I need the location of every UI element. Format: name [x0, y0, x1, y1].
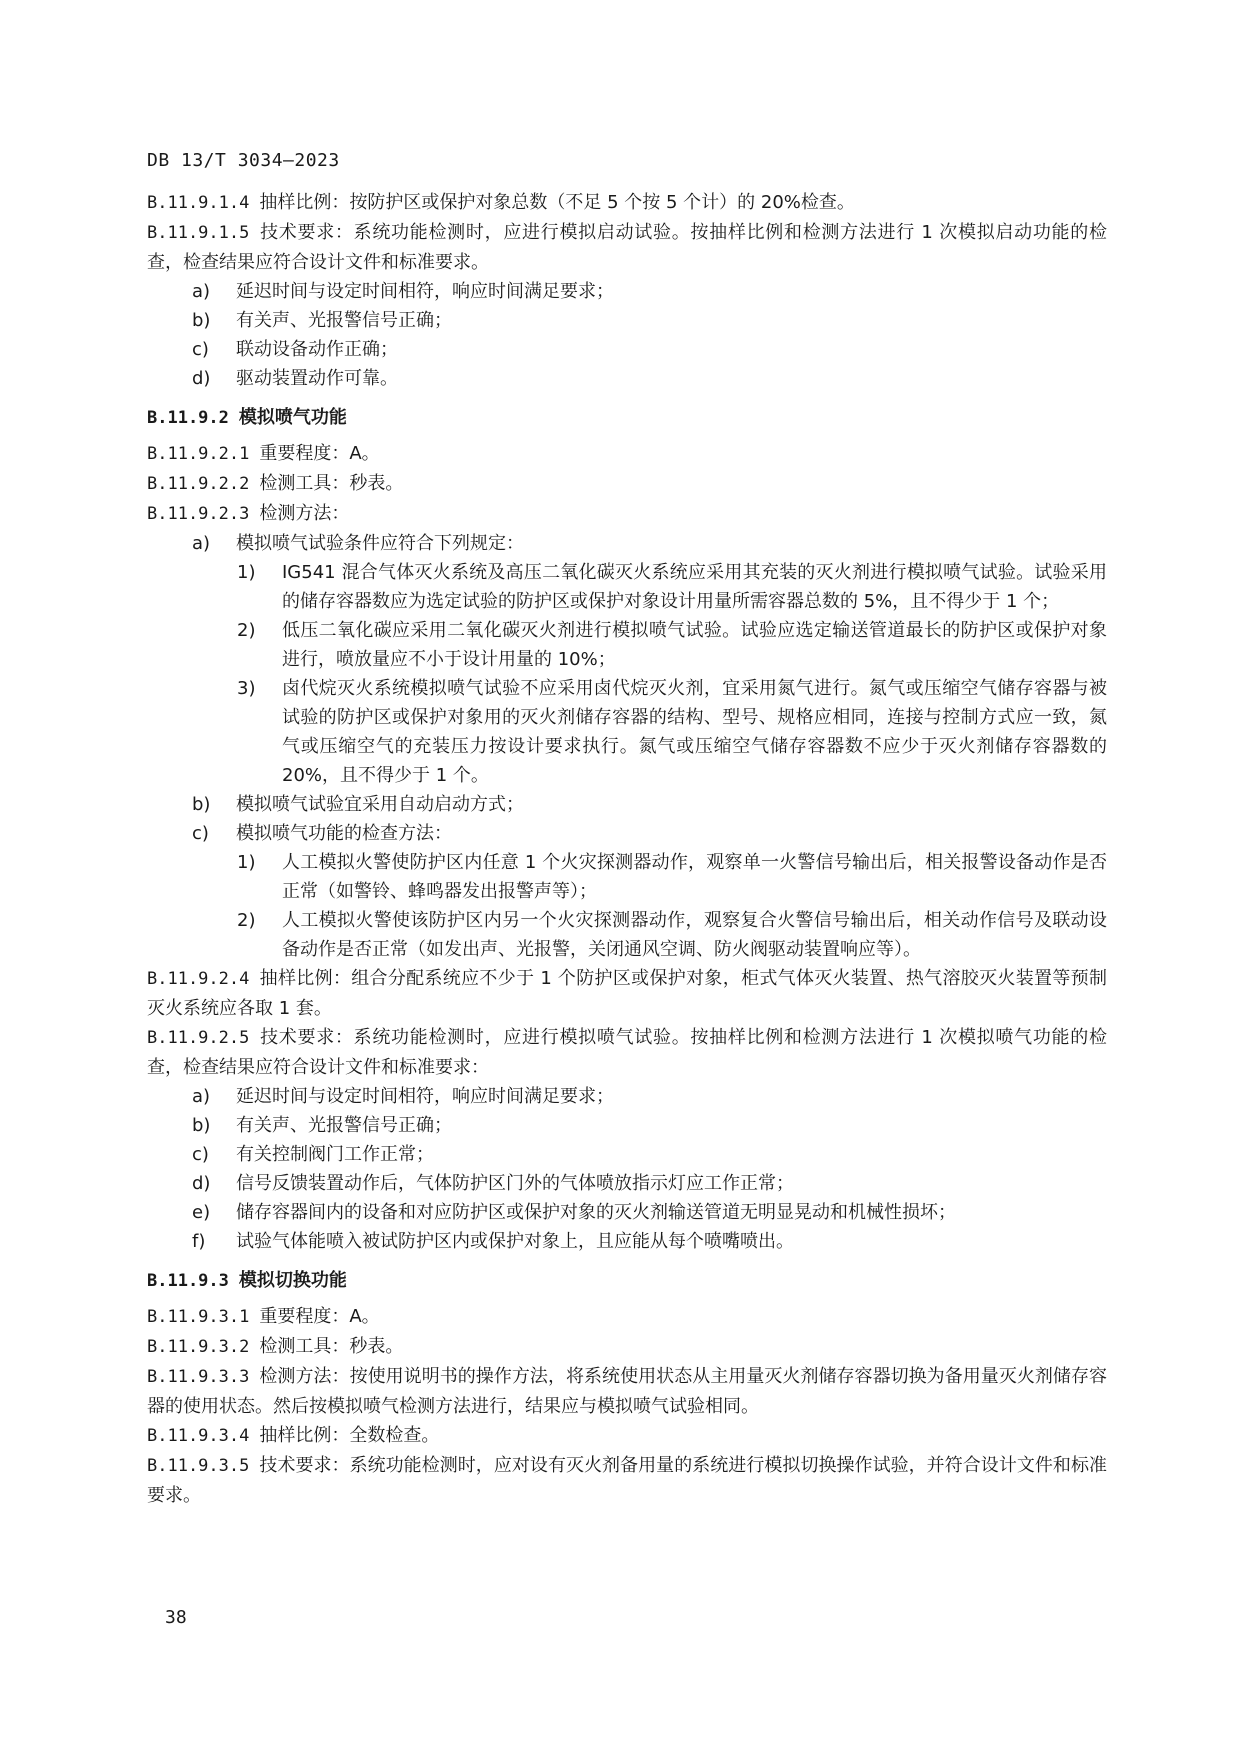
clause-text: 检测工具：秒表。	[259, 1336, 404, 1357]
list-text: 有关声、光报警信号正确；	[236, 1115, 452, 1136]
document-header: DB 13/T 3034—2023	[147, 150, 340, 171]
list-marker: d)	[192, 368, 211, 389]
clause-b-11-9-3-3	[147, 1362, 1107, 1421]
clause-text: 技术要求：系统功能检测时，应对设有灭火剂备用量的系统进行模拟切换操作试验，并符合设计文件和标准要求。	[147, 1455, 1107, 1506]
list-marker: a)	[192, 1086, 211, 1107]
clause-b-11-9-3-1	[147, 1302, 1107, 1332]
list-marker: c)	[192, 1144, 209, 1165]
list-item	[147, 1227, 1107, 1256]
clause-text: 重要程度：A。	[259, 1306, 380, 1327]
clause-text: 技术要求：系统功能检测时，应进行模拟启动试验。按抽样比例和检测方法进行 1 次模拟启动功能的检查，检查结果应符合设计文件和标准要求。	[147, 222, 1107, 273]
clause-b-11-9-2-4	[147, 964, 1107, 1023]
list-item	[147, 819, 1107, 848]
list-item	[147, 790, 1107, 819]
list-text: 延迟时间与设定时间相符，响应时间满足要求；	[236, 281, 614, 302]
clause-text: 检测方法：	[259, 503, 350, 524]
list-text: 模拟喷气试验宜采用自动启动方式；	[236, 794, 524, 815]
section-heading-b-11-9-3	[147, 1266, 1107, 1296]
clause-number: B.11.9.1.5	[147, 223, 250, 243]
list-item	[147, 1198, 1107, 1227]
clause-text: 检测方法：按使用说明书的操作方法，将系统使用状态从主用量灭火剂储存容器切换为备用量灭火剂储存容器的使用状态。然后按模拟喷气检测方法进行，结果应与模拟喷气试验相同。	[147, 1366, 1107, 1417]
sub-list-text: 低压二氧化碳应采用二氧化碳灭火剂进行模拟喷气试验。试验应选定输送管道最长的防护区或保护对象进行，喷放量应不小于设计用量的 10%；	[282, 620, 1107, 670]
clause-text: 抽样比例：全数检查。	[259, 1425, 440, 1446]
list-marker: e)	[192, 1202, 211, 1223]
page-number: 38	[165, 1607, 187, 1628]
clause-b-11-9-1-5	[147, 218, 1107, 277]
list-item	[147, 1111, 1107, 1140]
list-marker: c)	[192, 339, 209, 360]
list-marker: b)	[192, 794, 211, 815]
sub-list-item	[147, 558, 1107, 616]
list-marker: b)	[192, 1115, 211, 1136]
sub-list-marker: 3)	[237, 678, 256, 699]
clause-b-11-9-2-1	[147, 439, 1107, 469]
sub-list-text: IG541 混合气体灭火系统及高压二氧化碳灭火系统应采用其充装的灭火剂进行模拟喷气试验。试验采用的储存容器数应为选定试验的防护区或保护对象设计用量所需容器总数的 5%，且不得少于 1 个；	[282, 562, 1107, 612]
clause-text: 重要程度：A。	[259, 443, 380, 464]
clause-number: B.11.9.2.3	[147, 504, 250, 524]
list-text: 有关声、光报警信号正确；	[236, 310, 452, 331]
clause-number: B.11.9.2.1	[147, 444, 250, 464]
list-text: 模拟喷气功能的检查方法：	[236, 823, 452, 844]
clause-text: 检测工具：秒表。	[259, 473, 404, 494]
section-title: 模拟喷气功能	[238, 407, 347, 428]
sub-list-marker: 1)	[237, 562, 256, 583]
sub-list-marker: 2)	[237, 620, 256, 641]
clause-number: B.11.9.3.1	[147, 1307, 250, 1327]
clause-number: B.11.9.3.3	[147, 1367, 250, 1387]
list-text: 驱动装置动作可靠。	[236, 368, 398, 389]
sub-list-text: 人工模拟火警使防护区内任意 1 个火灾探测器动作，观察单一火警信号输出后，相关报警设备动作是否正常（如警铃、蜂鸣器发出报警声等）；	[282, 852, 1107, 902]
clause-number: B.11.9.1.4	[147, 193, 250, 213]
list-item	[147, 335, 1107, 364]
list-text: 模拟喷气试验条件应符合下列规定：	[236, 533, 524, 554]
list-text: 联动设备动作正确；	[236, 339, 398, 360]
clause-b-11-9-1-4	[147, 188, 1107, 218]
clause-text: 抽样比例：按防护区或保护对象总数（不足 5 个按 5 个计）的 20%检查。	[259, 192, 855, 213]
list-item	[147, 1082, 1107, 1111]
list-item	[147, 1140, 1107, 1169]
sub-list-item	[147, 616, 1107, 674]
clause-number: B.11.9.2.2	[147, 474, 250, 494]
sub-list-marker: 2)	[237, 910, 256, 931]
clause-text: 抽样比例：组合分配系统应不少于 1 个防护区或保护对象，柜式气体灭火装置、热气溶胶灭火装置等预制灭火系统应各取 1 套。	[147, 968, 1107, 1019]
section-number: B.11.9.2	[147, 408, 229, 428]
clause-number: B.11.9.2.4	[147, 969, 250, 989]
clause-number: B.11.9.3.2	[147, 1337, 250, 1357]
list-item	[147, 306, 1107, 335]
clause-text: 技术要求：系统功能检测时，应进行模拟喷气试验。按抽样比例和检测方法进行 1 次模拟喷气功能的检查，检查结果应符合设计文件和标准要求：	[147, 1027, 1107, 1078]
list-text: 信号反馈装置动作后，气体防护区门外的气体喷放指示灯应工作正常；	[236, 1173, 794, 1194]
list-text: 有关控制阀门工作正常；	[236, 1144, 434, 1165]
list-marker: c)	[192, 823, 209, 844]
clause-number: B.11.9.2.5	[147, 1028, 250, 1048]
list-marker: b)	[192, 310, 211, 331]
list-text: 储存容器间内的设备和对应防护区或保护对象的灭火剂输送管道无明显晃动和机械性损坏；	[236, 1202, 956, 1223]
list-marker: f)	[192, 1231, 206, 1252]
sub-list-marker: 1)	[237, 852, 256, 873]
list-item	[147, 277, 1107, 306]
list-marker: a)	[192, 281, 211, 302]
clause-number: B.11.9.3.4	[147, 1426, 250, 1446]
clause-number: B.11.9.3.5	[147, 1456, 250, 1476]
clause-b-11-9-2-3	[147, 499, 1107, 529]
section-title: 模拟切换功能	[238, 1270, 347, 1291]
clause-b-11-9-3-5	[147, 1451, 1107, 1510]
list-marker: a)	[192, 533, 211, 554]
sub-list-item	[147, 906, 1107, 964]
list-text: 试验气体能喷入被试防护区内或保护对象上，且应能从每个喷嘴喷出。	[236, 1231, 794, 1252]
sub-list-text: 卤代烷灭火系统模拟喷气试验不应采用卤代烷灭火剂，宜采用氮气进行。氮气或压缩空气储存容器与被试验的防护区或保护对象用的灭火剂储存容器的结构、型号、规格应相同，连接与控制方式应一致，氮气或压缩空气的充装压力按设计要求执行。氮气或压缩空气储存容器数不应少于灭火剂储存容器数的 20%，且不得少于 1 个。	[282, 678, 1107, 786]
clause-b-11-9-3-2	[147, 1332, 1107, 1362]
list-item	[147, 529, 1107, 558]
sub-list-text: 人工模拟火警使该防护区内另一个火灾探测器动作，观察复合火警信号输出后，相关动作信号及联动设备动作是否正常（如发出声、光报警，关闭通风空调、防火阀驱动装置响应等）。	[282, 910, 1107, 960]
section-heading-b-11-9-2	[147, 403, 1107, 433]
document-body	[147, 188, 1107, 1510]
sub-list-item	[147, 674, 1107, 790]
list-text: 延迟时间与设定时间相符，响应时间满足要求；	[236, 1086, 614, 1107]
clause-b-11-9-2-2	[147, 469, 1107, 499]
list-item	[147, 1169, 1107, 1198]
list-marker: d)	[192, 1173, 211, 1194]
clause-b-11-9-2-5	[147, 1023, 1107, 1082]
clause-b-11-9-3-4	[147, 1421, 1107, 1451]
sub-list-item	[147, 848, 1107, 906]
section-number: B.11.9.3	[147, 1271, 229, 1291]
list-item	[147, 364, 1107, 393]
